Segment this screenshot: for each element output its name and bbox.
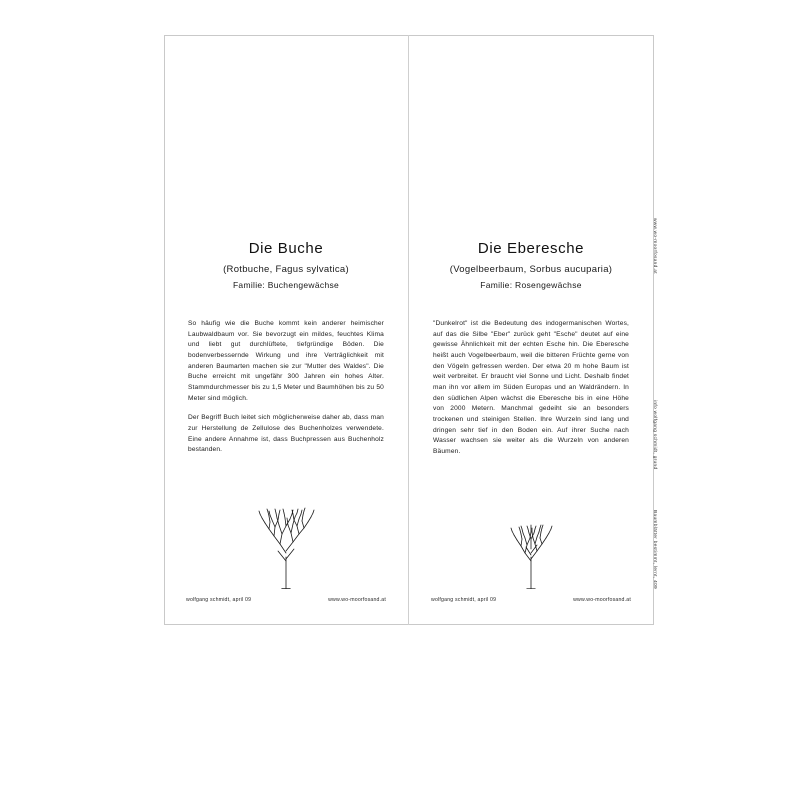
page-subtitle: (Rotbuche, Fagus sylvatica) — [223, 264, 349, 275]
beech-tree-icon — [164, 497, 408, 589]
page-title: Die Eberesche — [477, 240, 585, 257]
footer-author: wolfgang schmidt, april 09 — [186, 597, 252, 603]
footer-buche — [186, 597, 386, 603]
title-block-buche — [164, 240, 408, 290]
paragraph: "Dunkelrot" ist die Bedeutung des indogermanischen Wortes, auf das die Silbe "Eber" zurück geht "Esche" deutet auf eine gewisse Ähnlichkeit mit der echten Esche hin. Die Eberesche heißt auch Vogelbeerbaum, weil die bitteren Früchte gerne von den Vögeln gefressen werden. Der etwa 20 m hohe Baum ist weit verbreitet. Er braucht viel Sonne und Licht. Deshalb findet man ihn vor allem im Süden Europas und an Waldrändern. In den südlichen Alpen wächst die Eberesche bis in eine Höhe von 2000 Metern. Manchmal gedeiht sie an besonders trockenen und steinigen Stellen. Ihre Wurzeln sind lang und dringen sehr tief in den Boden ein. Auf ihrer Suche nach Wasser wachsen sie weiter als die Wurzeln von anderen Bäumen. — [433, 320, 629, 456]
title-block-eberesche — [409, 240, 653, 290]
panel-buche — [164, 35, 408, 625]
paragraph: Der Begriff Buch leitet sich möglicherweise daher ab, dass man zur Herstellung de Zellulose des Buchenholzes verwendete. Eine andere Annahme ist, dass Buchpressen aus Buchenholz bestanden. — [188, 414, 384, 454]
side-note: info wolfgang schmidt, grund — [652, 400, 657, 470]
paragraph: So häufig wie die Buche kommt kein anderer heimischer Laubwaldbaum vor. Sie bevorzugt ein mildes, feuchtes Klima und liebt gut durchlüftete, tiefgründige Böden. Die bodenverbessernde Wirkung und ihre Verträglichkeit mit anderen Baumarten machen sie zur "Mutter des Waldes". Die Buche erreicht mit ungefähr 300 Jahren ein hohes Alter. Stammdurchmesser bis zu 1,5 Meter und Baumhöhen bis zu 50 Meter sind möglich. — [188, 320, 384, 402]
page-subtitle: (Vogelbeerbaum, Sorbus aucuparia) — [449, 264, 613, 275]
side-note: www.wo-moorfosand.at — [652, 218, 657, 274]
footer-url[interactable]: www.wo-moorfosand.at — [328, 597, 386, 603]
page-title: Die Buche — [248, 240, 324, 257]
footer-author: wolfgang schmidt, april 09 — [431, 597, 497, 603]
footer-url[interactable]: www.wo-moorfosand.at — [573, 597, 631, 603]
rowan-tree-icon — [409, 497, 653, 589]
body-text-eberesche — [433, 319, 629, 467]
page-family: Familie: Rosengewächse — [480, 280, 582, 290]
side-note: Baumblätter bestimmt, lernt, 409 — [652, 510, 657, 589]
page-family: Familie: Buchengewächse — [232, 280, 340, 290]
body-text-buche — [188, 319, 384, 465]
panel-eberesche — [409, 35, 653, 625]
footer-eberesche — [431, 597, 631, 603]
